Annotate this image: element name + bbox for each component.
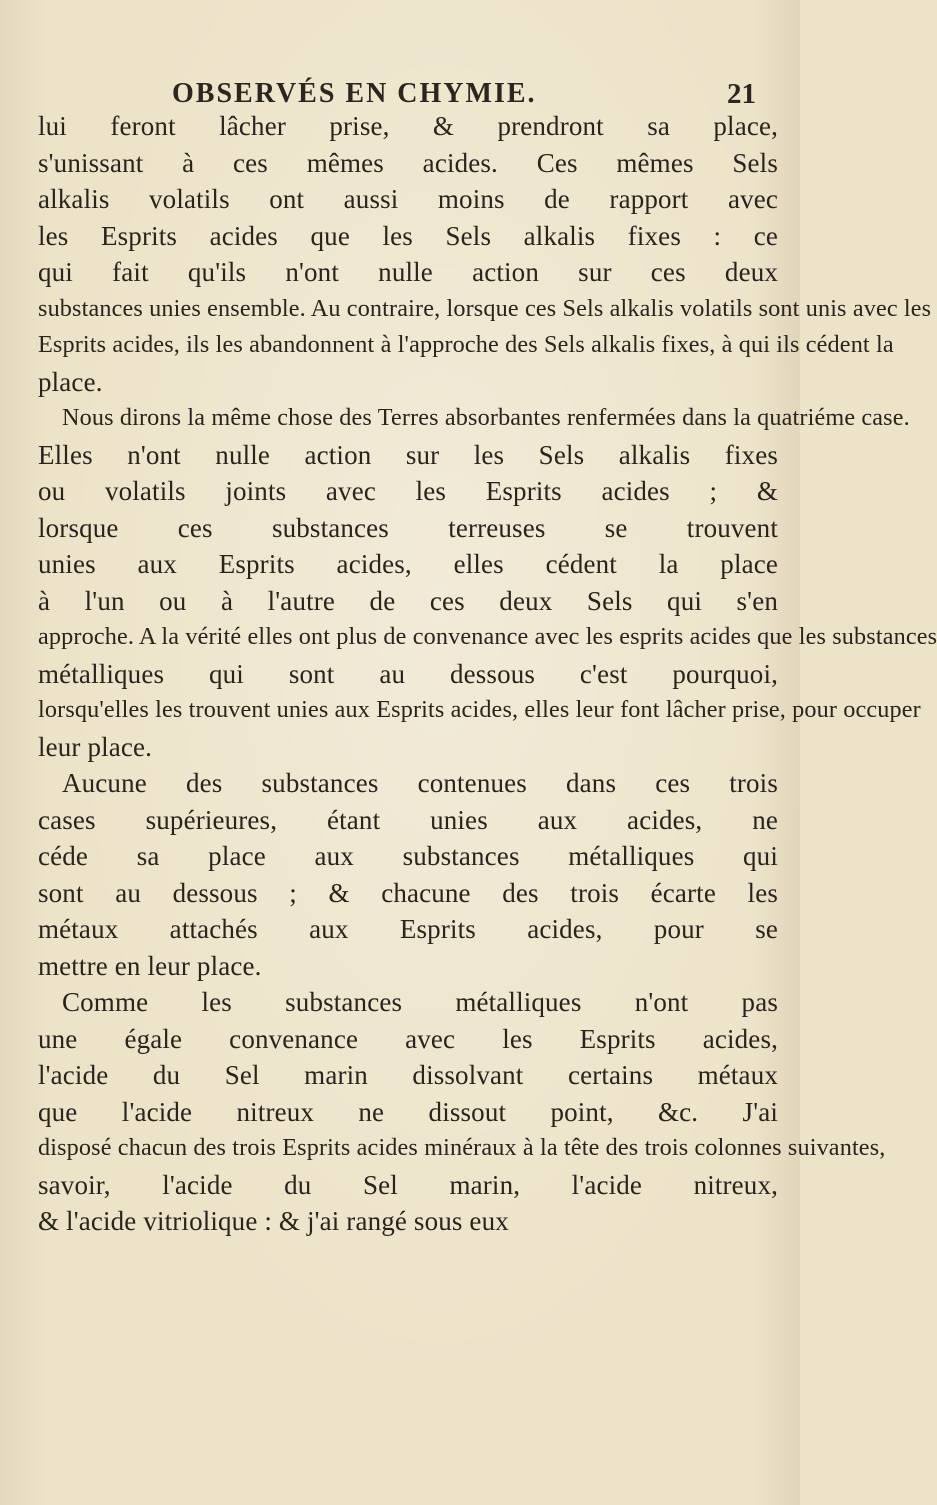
text-line: Esprits acides, ils les abandonnent à l'approche des Sels alkalis fixes, à qui ils cédent la bbox=[38, 331, 894, 358]
text-line: qui fait qu'ils n'ont nulle action sur ces deux bbox=[38, 257, 778, 287]
text-line: que l'acide nitreux ne dissout point, &c. J'ai bbox=[38, 1096, 778, 1127]
text-line: substances unies ensemble. Au contraire, lorsque ces Sels alkalis volatils sont unis avec les bbox=[38, 294, 932, 322]
text-line: disposé chacun des trois Esprits acides minéraux à la tête des trois colonnes suivantes, bbox=[38, 1134, 886, 1161]
page-text bbox=[38, 108, 937, 1240]
text-line: métaux attachés aux Esprits acides, pour se bbox=[38, 914, 778, 944]
running-title: OBSERVÉS EN CHYMIE. bbox=[172, 78, 537, 109]
text-line: céde sa place aux substances métalliques qui bbox=[38, 841, 778, 871]
text-line: alkalis volatils ont aussi moins de rapport avec bbox=[38, 184, 778, 214]
text-line: sont au dessous ; & chacune des trois écarte les bbox=[38, 877, 778, 908]
text-line: unies aux Esprits acides, elles cédent la place bbox=[38, 549, 778, 579]
text-line: mettre en leur place. bbox=[38, 950, 262, 981]
text-line: place. bbox=[38, 366, 103, 397]
text-line: savoir, l'acide du Sel marin, l'acide nitreux, bbox=[38, 1169, 778, 1200]
text-line: approche. A la vérité elles ont plus de convenance avec les esprits acides que les substances bbox=[38, 623, 937, 650]
text-line: lui feront lâcher prise, & prendront sa place, bbox=[38, 111, 778, 141]
text-line: les Esprits acides que les Sels alkalis fixes : ce bbox=[38, 220, 778, 251]
page-number: 21 bbox=[727, 78, 756, 110]
text-line: cases supérieures, étant unies aux acides, ne bbox=[38, 804, 778, 835]
text-line: Aucune des substances contenues dans ces trois bbox=[62, 768, 778, 798]
text-line: une égale convenance avec les Esprits acides, bbox=[38, 1023, 778, 1054]
text-line: & l'acide vitriolique : & j'ai rangé sous eux bbox=[38, 1206, 509, 1236]
text-line: métalliques qui sont au dessous c'est pourquoi, bbox=[38, 658, 778, 689]
text-line: Elles n'ont nulle action sur les Sels alkalis fixes bbox=[38, 439, 778, 470]
text-line: à l'un ou à l'autre de ces deux Sels qui s'en bbox=[38, 585, 778, 616]
text-line: l'acide du Sel marin dissolvant certains métaux bbox=[38, 1060, 778, 1090]
text-line: Nous dirons la même chose des Terres absorbantes renfermées dans la quatriéme case. bbox=[62, 404, 910, 431]
text-line: ou volatils joints avec les Esprits acides ; & bbox=[38, 476, 778, 506]
text-line: lorsqu'elles les trouvent unies aux Esprits acides, elles leur font lâcher prise, pour occuper bbox=[38, 696, 921, 723]
text-line: leur place. bbox=[38, 731, 153, 762]
text-line: Comme les substances métalliques n'ont pas bbox=[62, 987, 778, 1017]
text-line: lorsque ces substances terreuses se trouvent bbox=[38, 512, 778, 543]
text-line: s'unissant à ces mêmes acides. Ces mêmes Sels bbox=[38, 147, 778, 178]
